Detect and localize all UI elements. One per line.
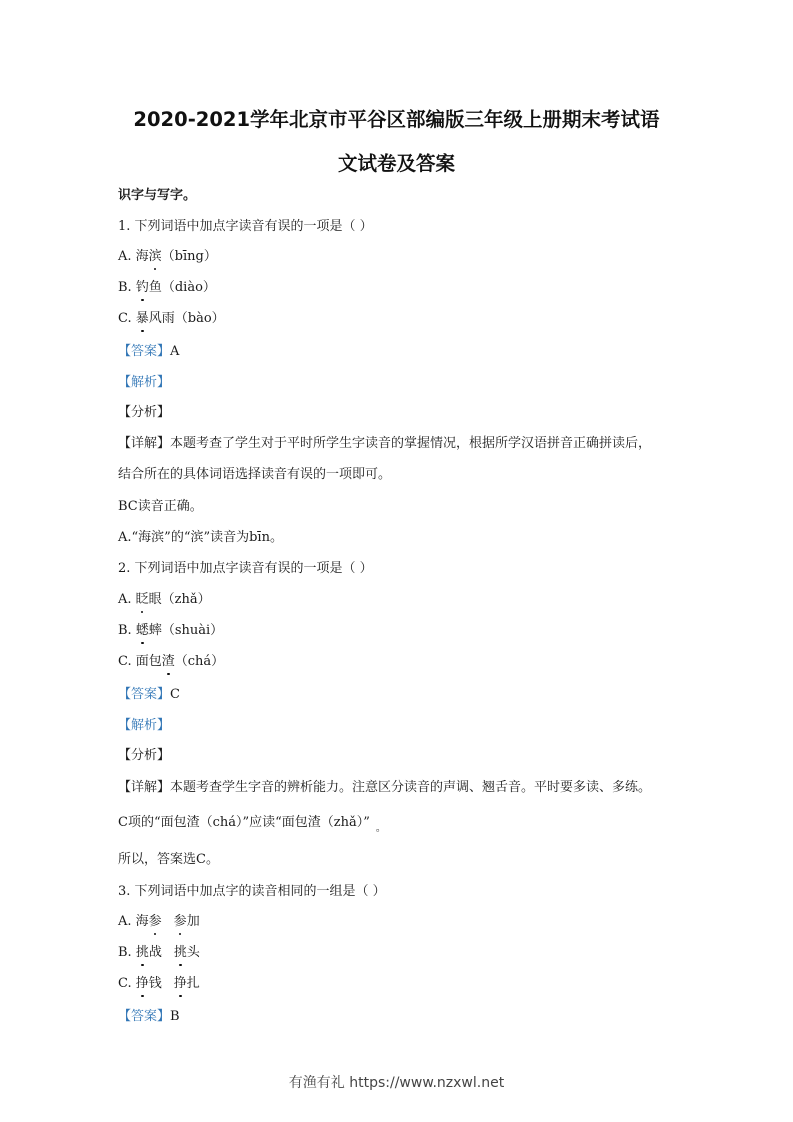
q3-answer xyxy=(118,1009,180,1025)
q2-option-a-dotted-char: 眨 xyxy=(135,592,149,607)
q2-detail-line2-period: 。 xyxy=(375,823,386,834)
q1-option-c-text: C. xyxy=(118,311,136,326)
q2-option-a xyxy=(118,592,211,608)
q3-stem: 3. 下列词语中加点字的读音相同的一组是（ ） xyxy=(118,884,386,899)
q2-detail-label: 【详解】 xyxy=(118,780,171,795)
q1-detail-text: 本题考查了学生对于平时所学生字读音的掌握情况，根据所学汉语拼音正确拼读后， xyxy=(170,436,652,451)
q1-option-c-dotted-char: 暴 xyxy=(135,311,149,326)
footer-watermark: 有渔有礼 https://www.nzxwl.net xyxy=(288,1075,505,1091)
q2-option-c-dotted-char: 渣 xyxy=(161,654,175,669)
q2-answer-value: C xyxy=(170,687,180,702)
q2-detail-line2-text: C项的“面包渣（chá）”应读“面包渣（zhǎ）” xyxy=(118,815,370,830)
q2-stem: 2. 下列词语中加点字读音有误的一项是（ ） xyxy=(118,561,373,576)
section-heading: 识字与写字。 xyxy=(118,188,197,203)
q1-detail-line3: BC读音正确。 xyxy=(118,499,203,514)
q3-option-b-suffix: 头 xyxy=(186,945,200,960)
q2-option-b xyxy=(118,623,223,639)
q1-option-a-text: A. 海 xyxy=(118,249,149,264)
q1-detail-line1 xyxy=(118,436,651,452)
q1-option-c xyxy=(118,311,225,327)
q1-stem: 1. 下列词语中加点字读音有误的一项是（ ） xyxy=(118,219,373,234)
q3-option-b-mid: 战 xyxy=(148,945,162,960)
q2-option-b-text: B. xyxy=(118,623,136,638)
q2-option-c xyxy=(118,654,224,670)
q1-option-a xyxy=(118,249,217,265)
q1-detail-line2: 结合所在的具体词语选择读音有误的一项即可。 xyxy=(118,467,392,482)
q2-option-b-dotted-char: 蟋 xyxy=(135,623,149,638)
q3-option-a-suffix: 加 xyxy=(186,914,200,929)
q2-option-a-text: A. xyxy=(118,592,136,607)
q1-option-b xyxy=(118,280,216,296)
q2-detail-text: 本题考查学生字音的辨析能力。注意区分读音的声调、翘舌音。平时要多读、多练。 xyxy=(170,780,652,795)
q1-option-b-dotted-char: 钓 xyxy=(135,280,149,295)
q2-option-a-pinyin: 眼（zhǎ） xyxy=(148,592,211,607)
q3-option-b-dotted-char-2: 挑 xyxy=(173,945,187,960)
q3-option-c-suffix: 扎 xyxy=(186,976,200,991)
q1-answer-label: 【答案】 xyxy=(118,344,171,359)
q1-option-a-dotted-char: 滨 xyxy=(148,249,162,264)
q3-answer-value: B xyxy=(170,1009,180,1024)
q3-option-c-text: C. xyxy=(118,976,136,991)
q1-option-a-pinyin: （bīng） xyxy=(161,249,217,264)
q3-option-c-mid: 钱 xyxy=(148,976,162,991)
q3-option-b-dotted-char-1: 挑 xyxy=(135,945,149,960)
q3-option-b-text: B. xyxy=(118,945,136,960)
q2-option-c-pinyin: （chá） xyxy=(174,654,225,669)
q3-option-c-dotted-char-1: 挣 xyxy=(135,976,149,991)
q1-fenxi-label: 【分析】 xyxy=(118,405,171,420)
q3-option-a-text: A. 海 xyxy=(118,914,149,929)
q3-option-a-dotted-char-1: 参 xyxy=(148,914,162,929)
q2-detail-line3: 所以，答案选C。 xyxy=(118,852,219,867)
q3-option-c-dotted-char-2: 挣 xyxy=(173,976,187,991)
q1-detail-label: 【详解】 xyxy=(118,436,171,451)
document-title-line2: 文试卷及答案 xyxy=(337,152,455,175)
q2-analysis-label: 【解析】 xyxy=(118,718,171,733)
q3-option-a-dotted-char-2: 参 xyxy=(173,914,187,929)
q3-option-a xyxy=(118,914,200,930)
q3-option-c xyxy=(118,976,200,992)
q3-answer-label: 【答案】 xyxy=(118,1009,171,1024)
q1-option-c-pinyin: 风雨（bào） xyxy=(148,311,225,326)
q2-fenxi-label: 【分析】 xyxy=(118,748,171,763)
q2-option-b-pinyin: 蟀（shuài） xyxy=(148,623,224,638)
q2-option-c-text: C. 面包 xyxy=(118,654,162,669)
q2-detail-line2 xyxy=(118,815,386,837)
q2-answer xyxy=(118,687,180,703)
q1-detail-line4: A.“海滨”的“滨”读音为bīn。 xyxy=(118,530,283,545)
q3-option-b xyxy=(118,945,200,961)
q2-answer-label: 【答案】 xyxy=(118,687,171,702)
q1-analysis-label: 【解析】 xyxy=(118,375,171,390)
document-title-line1: 2020-2021学年北京市平谷区部编版三年级上册期末考试语 xyxy=(133,108,660,131)
q1-option-b-text: B. xyxy=(118,280,136,295)
q1-answer-value: A xyxy=(170,344,180,359)
q1-answer xyxy=(118,344,179,360)
q2-detail-line1 xyxy=(118,780,651,796)
q1-option-b-pinyin: 鱼（diào） xyxy=(148,280,216,295)
